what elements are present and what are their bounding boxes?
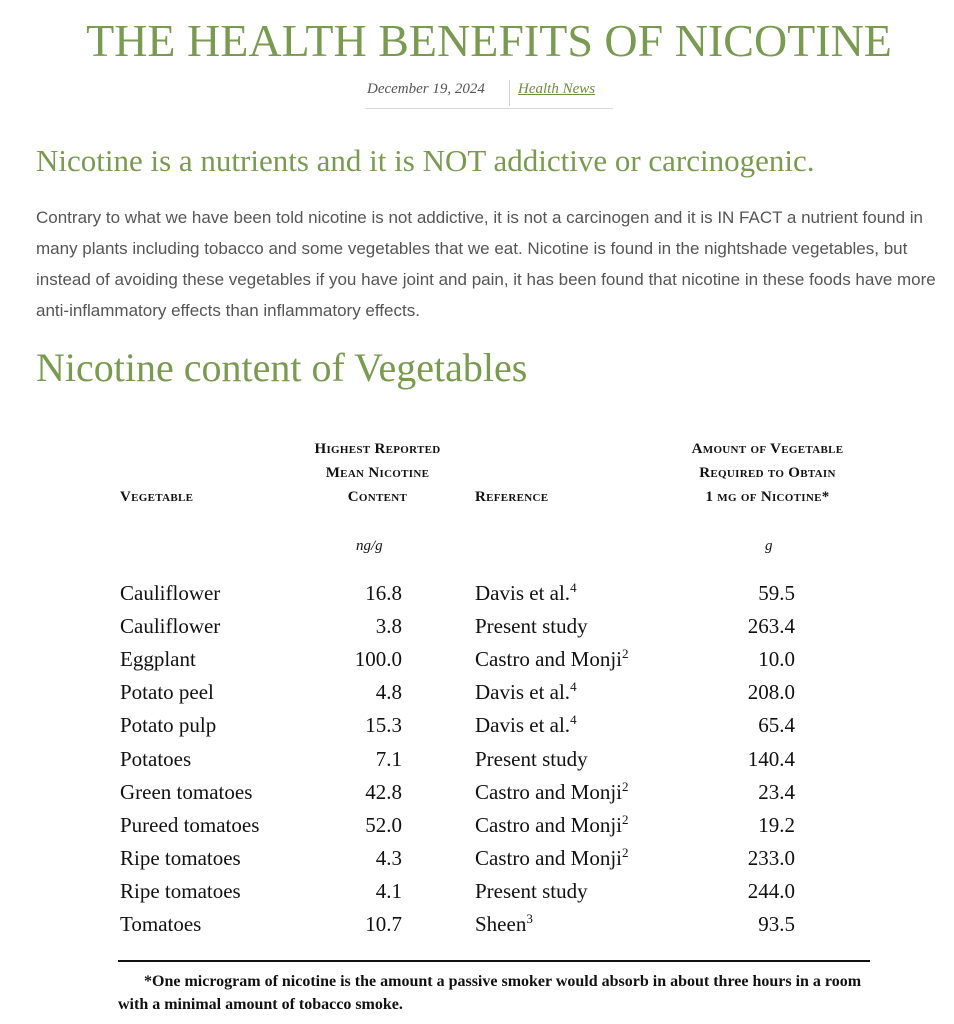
- unit-content: ng/g: [356, 538, 383, 554]
- cell-amount: 233.0: [747, 845, 795, 870]
- reference-superscript: 4: [570, 679, 577, 695]
- cell-reference: [475, 846, 629, 871]
- unit-amount: g: [765, 538, 773, 554]
- cell-content: 7.1: [375, 746, 402, 771]
- article-heading: Nicotine is a nutrients and it is NOT addictive or carcinogenic.: [36, 143, 815, 178]
- cell-reference: [475, 614, 588, 639]
- cell-content: 10.7: [365, 912, 402, 936]
- cell-reference: [475, 879, 588, 904]
- reference-text: Present study: [475, 746, 588, 771]
- cell-amount: 59.5: [758, 581, 795, 605]
- table-row: [0, 680, 954, 713]
- cell-reference: [475, 581, 577, 606]
- header-reference: Reference: [475, 489, 549, 505]
- cell-reference: [475, 647, 629, 672]
- reference-text: Castro and Monji: [475, 779, 622, 804]
- cell-vegetable: Potatoes: [120, 746, 192, 771]
- table-row: [0, 813, 954, 846]
- reference-superscript: 4: [570, 580, 577, 595]
- cell-reference: [475, 813, 629, 838]
- reference-superscript: 2: [622, 646, 629, 662]
- article-paragraph: Contrary to what we have been told nicotine is not addictive, it is not a carcinogen and it is IN FACT a nutrient found in many plants including tobacco and some vegetables that we eat. Nicotine is found in the nightshade vegetables, but instead of avoiding these vegetables if you have joint and pain, it has been found that nicotine in these foods have more anti-inflammatory effects than inflammatory effects.: [36, 208, 936, 320]
- cell-amount: 140.4: [747, 746, 795, 771]
- category-link[interactable]: Health News: [518, 81, 596, 97]
- reference-text: Present study: [475, 878, 588, 903]
- header-content-line-2: Mean Nicotine: [325, 465, 430, 481]
- cell-content: 42.8: [365, 779, 402, 804]
- table-row: [0, 647, 954, 680]
- post-meta: [365, 76, 613, 109]
- cell-amount: 244.0: [747, 878, 795, 903]
- cell-content: 15.3: [365, 713, 402, 738]
- cell-reference: [475, 912, 533, 937]
- reference-text: Sheen: [475, 912, 527, 936]
- cell-content: 3.8: [375, 614, 402, 639]
- cell-content: 4.1: [375, 878, 402, 903]
- table-row: [0, 912, 954, 945]
- cell-vegetable: Eggplant: [120, 647, 196, 672]
- page-title: THE HEALTH BENEFITS OF NICOTINE: [86, 15, 892, 66]
- table-row: [0, 780, 954, 813]
- cell-content: 4.3: [375, 845, 402, 870]
- cell-amount: 65.4: [758, 713, 795, 738]
- cell-amount: 93.5: [758, 912, 795, 936]
- nicotine-table-image: [0, 420, 954, 1024]
- reference-text: Castro and Monji: [475, 845, 622, 870]
- cell-amount: 263.4: [747, 614, 795, 639]
- cell-reference: [475, 680, 577, 705]
- table-row: [0, 846, 954, 879]
- cell-amount: 10.0: [758, 647, 795, 672]
- post-date: December 19, 2024: [367, 81, 485, 97]
- cell-vegetable: Tomatoes: [120, 912, 202, 936]
- reference-superscript: 4: [570, 712, 577, 728]
- reference-text: Castro and Monji: [475, 647, 622, 672]
- reference-superscript: 2: [622, 844, 629, 860]
- header-content-line-3: Content: [347, 489, 408, 505]
- cell-content: 4.8: [375, 680, 402, 705]
- cell-vegetable: Cauliflower: [120, 581, 221, 605]
- table-row: [0, 879, 954, 912]
- reference-text: Davis et al.: [475, 713, 571, 738]
- cell-reference: [475, 713, 577, 738]
- reference-text: Present study: [475, 614, 588, 639]
- cell-vegetable: Pureed tomatoes: [120, 812, 260, 837]
- meta-divider: [509, 80, 510, 106]
- table-footnote: *One microgram of nicotine is the amount a passive smoker would absorb in about three hours in a room with a minimal amount of tobacco smoke.: [118, 973, 862, 1013]
- table-row: [0, 713, 954, 746]
- header-amount: [655, 437, 880, 509]
- cell-amount: 208.0: [747, 680, 795, 705]
- cell-vegetable: Cauliflower: [120, 614, 221, 639]
- reference-superscript: 2: [622, 778, 629, 794]
- table-section-heading: Nicotine content of Vegetables: [36, 345, 528, 390]
- cell-content: 52.0: [365, 812, 402, 837]
- cell-reference: [475, 780, 629, 805]
- reference-superscript: 2: [622, 811, 629, 827]
- cell-vegetable: Ripe tomatoes: [120, 878, 241, 903]
- cell-vegetable: Potato pulp: [120, 713, 217, 738]
- cell-vegetable: Green tomatoes: [120, 779, 253, 804]
- cell-amount: 23.4: [758, 779, 795, 804]
- header-amount-line-1: Amount of Vegetable: [691, 441, 844, 457]
- reference-text: Castro and Monji: [475, 812, 622, 837]
- header-vegetable: Vegetable: [120, 489, 194, 505]
- cell-amount: 19.2: [758, 812, 795, 837]
- table-row: [0, 614, 954, 647]
- header-content-line-1: Highest Reported: [314, 441, 441, 457]
- header-amount-line-2: Required to Obtain: [699, 465, 836, 481]
- cell-content: 100.0: [354, 647, 402, 672]
- table-bottom-rule: [118, 960, 870, 962]
- cell-vegetable: Potato peel: [120, 680, 214, 705]
- cell-reference: [475, 747, 588, 772]
- table-row: [0, 747, 954, 780]
- header-amount-line-3: 1 μg of Nicotine*: [705, 489, 830, 505]
- reference-text: Davis et al.: [475, 680, 571, 705]
- table-row: [0, 581, 954, 614]
- header-nicotine-content: [290, 437, 465, 509]
- cell-vegetable: Ripe tomatoes: [120, 845, 241, 870]
- cell-content: 16.8: [365, 581, 402, 605]
- reference-text: Davis et al.: [475, 581, 571, 605]
- reference-superscript: 3: [526, 911, 533, 926]
